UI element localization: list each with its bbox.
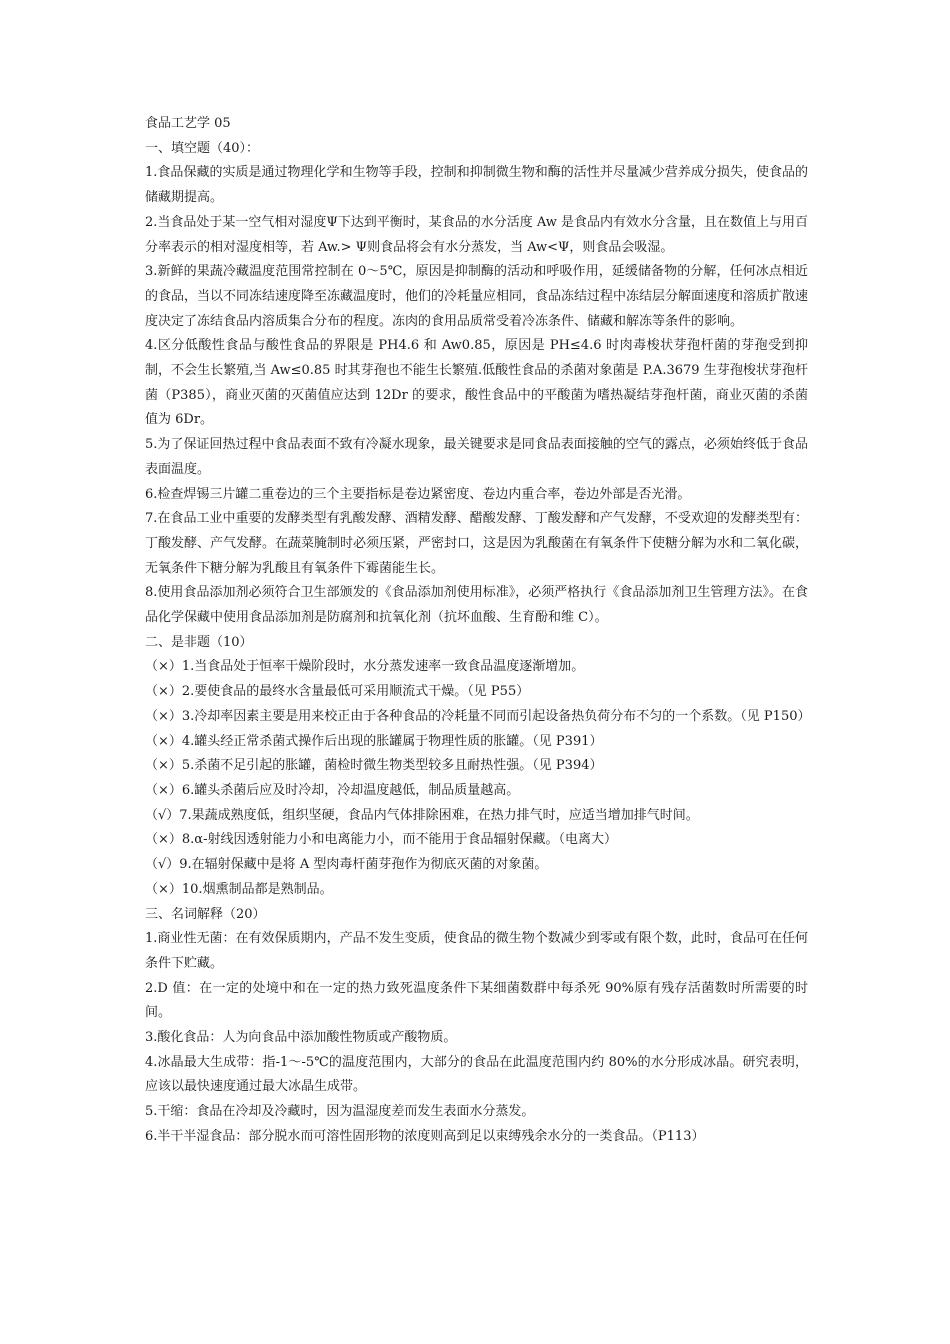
true-false-item-4: （×）4.罐头经正常杀菌式操作后出现的胀罐属于物理性质的胀罐。（见 P391） (145, 733, 603, 749)
true-false-item-5: （×）5.杀菌不足引起的胀罐，菌检时微生物类型较多且耐热性强。（见 P394） (145, 758, 603, 774)
fill-blank-item-8: 8.使用食品添加剂必须符合卫生部颁发的《食品添加剂使用标准》，必须严格执行《食品添加剂卫生管理方法》。在食品化学保藏中使用食品添加剂是防腐剂和抗氧化剂（抗坏血酸、生育酚和维 C）。 (145, 585, 808, 626)
fill-blank-item-7: 7.在食品工业中重要的发酵类型有乳酸发酵、酒精发酵、醋酸发酵、丁酸发酵和产气发酵，不受欢迎的发酵类型有：丁酸发酵、产气发酵。在蔬菜腌制时必须压紧，严密封口，这是因为乳酸菌在有氧条件下使糖分解为水和二氧化碳，无氧条件下糖分解为乳酸且有氧条件下霉菌能生长。 (145, 511, 809, 576)
true-false-item-8: （×）8.α-射线因透射能力小和电离能力小，而不能用于食品辐射保藏。（电离大） (145, 832, 617, 848)
fill-blank-item-1: 1.食品保藏的实质是通过物理化学和生物等手段，控制和抑制微生物和酶的活性并尽量减少营养成分损失，使食品的储藏期提高。 (145, 165, 808, 206)
definition-item-2: 2.D 值：在一定的处境中和在一定的热力致死温度条件下某细菌数群中每杀死 90%原有残存活菌数时所需要的时间。 (145, 980, 808, 1021)
fill-blank-item-6: 6.检查焊锡三片罐二重卷边的三个主要指标是卷边紧密度、卷边内重合率，卷边外部是否光滑。 (145, 486, 691, 502)
definition-item-5: 5.干缩：食品在冷却及冷藏时，因为温湿度差而发生表面水分蒸发。 (145, 1104, 535, 1120)
definition-item-1: 1.商业性无菌：在有效保质期内，产品不发生变质，使食品的微生物个数减少到零或有限个数，此时，食品可在任何条件下贮藏。 (145, 931, 808, 971)
section-heading-true-false: 二、是非题（10） (145, 634, 253, 650)
true-false-item-6: （×）6.罐头杀菌后应及时冷却，冷却温度越低，制品质量越高。 (145, 782, 520, 798)
document-page (145, 112, 811, 1150)
true-false-item-9: （√）9.在辐射保藏中是将 A 型肉毒杆菌芽孢作为彻底灭菌的对象菌。 (145, 857, 548, 873)
true-false-item-2: （×）2.要使食品的最终水含量最低可采用顺流式干燥。（见 P55） (145, 684, 530, 700)
definition-item-6: 6.半干半湿食品：部分脱水而可溶性固形物的浓度则高到足以束缚残余水分的一类食品。（P113） (145, 1128, 705, 1144)
definition-item-4: 4.冰晶最大生成带：指-1～-5℃的温度范围内，大部分的食品在此温度范围内约 80%的水分形成冰晶。研究表明，应该以最快速度通过最大冰晶生成带。 (145, 1054, 808, 1095)
section-heading-fill-blank: 一、填空题（40）： (145, 140, 260, 156)
true-false-item-10: （×）10.烟熏制品都是熟制品。 (145, 881, 333, 897)
fill-blank-item-5: 5.为了保证回热过程中食品表面不致有冷凝水现象，最关键要求是同食品表面接触的空气的露点，必须始终低于食品表面温度。 (145, 437, 808, 477)
fill-blank-item-3: 3.新鲜的果蔬冷藏温度范围常控制在 0～5℃，原因是抑制酶的活动和呼吸作用，延缓储备物的分解，任何冰点相近的食品，当以不同冻结速度降至冻藏温度时，他们的冷耗量应相同，食品冻结过程中冻结层分解面速度和溶质扩散速度决定了冻结食品内溶质集合分布的程度。冻肉的食用品质常受着冷冻条件、储藏和解冻等条件的影响。 (145, 264, 809, 329)
true-false-item-3: （×）3.冷却率因素主要是用来校正由于各种食品的冷耗量不同而引起设备热负荷分布不匀的一个系数。（见 P150） (145, 708, 811, 724)
fill-blank-item-4: 4.区分低酸性食品与酸性食品的界限是 PH4.6 和 Aw0.85，原因是 PH≤4.6 时肉毒梭状芽孢杆菌的芽孢受到抑制，不会生长繁殖,当 Aw≤0.85 时其芽孢也不能生长繁殖.低酸性食品的杀菌对象菌是 P.A.3679 生芽孢梭状芽孢杆菌（P385），商业灭菌的灭菌值应达到 12Dr 的要求，酸性食品中的平酸菌为嗜热凝结芽孢杆菌，商业灭菌的杀菌值为 6Dr。 (145, 338, 808, 428)
true-false-item-1: （×）1.当食品处于恒率干燥阶段时，水分蒸发速率一致食品温度逐渐增加。 (145, 659, 585, 675)
fill-blank-item-2: 2.当食品处于某一空气相对湿度Ψ下达到平衡时，某食品的水分活度 Aw 是食品内有效水分含量，且在数值上与用百分率表示的相对湿度相等，若 Aw.> Ψ则食品将会有水分蒸发，当 Aw<Ψ，则食品会吸湿。 (145, 214, 809, 255)
section-heading-definitions: 三、名词解释（20） (145, 906, 266, 922)
true-false-item-7: （√）7.果蔬成熟度低，组织坚硬，食品内气体排除困难，在热力排气时，应适当增加排气时间。 (145, 807, 699, 823)
definition-item-3: 3.酸化食品：人为向食品中添加酸性物质或产酸物质。 (145, 1030, 457, 1046)
document-title: 食品工艺学 05 (145, 116, 231, 131)
